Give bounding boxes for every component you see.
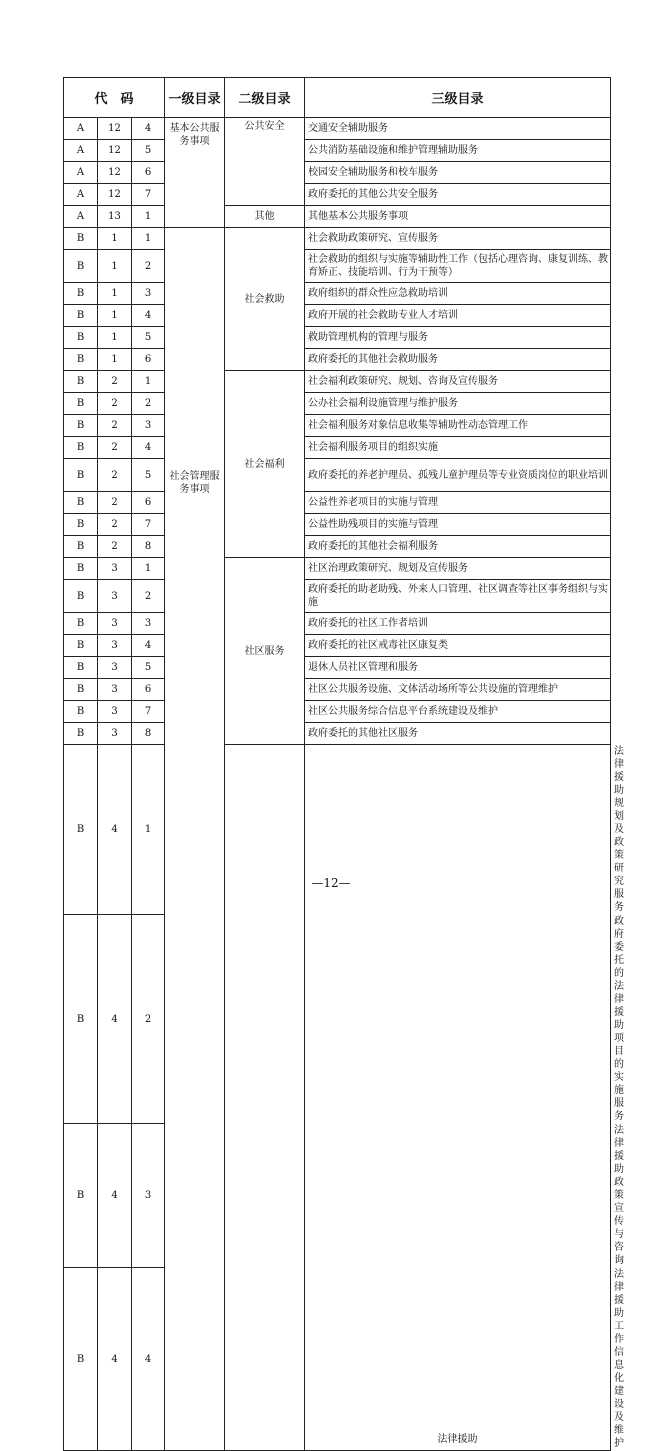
level3-item: 公共消防基础设施和维护管理辅助服务: [305, 140, 611, 162]
code-b: 1: [98, 228, 132, 250]
code-b: 2: [98, 415, 132, 437]
code-b: 12: [98, 162, 132, 184]
code-c: 4: [132, 635, 165, 657]
code-a: B: [64, 459, 98, 492]
level3-item: 公办社会福利设施管理与维护服务: [305, 393, 611, 415]
code-b: 2: [98, 393, 132, 415]
table-row: [64, 580, 611, 613]
table-row: [64, 701, 611, 723]
code-b: 3: [98, 723, 132, 745]
level3-item: 政府委托的社区戒毒社区康复类: [305, 635, 611, 657]
header-code: 代 码: [64, 78, 165, 118]
table-row: [64, 327, 611, 349]
level2-other: 其他: [225, 206, 305, 228]
table-row: [64, 459, 611, 492]
code-c: 5: [132, 459, 165, 492]
code-c: 2: [132, 393, 165, 415]
table-row: [64, 536, 611, 558]
level3-item: 政府委托的其他社会福利服务: [305, 536, 611, 558]
header-level2: 二级目录: [225, 78, 305, 118]
code-c: 3: [132, 415, 165, 437]
code-c: 7: [132, 701, 165, 723]
level2-public-safety: 公共安全: [225, 118, 305, 206]
code-b: 2: [98, 371, 132, 393]
code-b: 2: [98, 459, 132, 492]
code-b: 12: [98, 184, 132, 206]
code-b: 1: [98, 327, 132, 349]
table-row: [64, 635, 611, 657]
code-c: 6: [132, 349, 165, 371]
code-a: B: [64, 745, 98, 915]
code-a: B: [64, 613, 98, 635]
table-row: B 4 4 法律援助工作信息化建设及维护: [64, 1268, 611, 1451]
code-a: A: [64, 184, 98, 206]
code-c: 4: [132, 118, 165, 140]
level2-welfare: 社会福利: [225, 371, 305, 558]
code-b: 1: [98, 349, 132, 371]
code-a: B: [64, 1124, 98, 1268]
code-b: 4: [98, 915, 132, 1124]
level3-item: 交通安全辅助服务: [305, 118, 611, 140]
level3-item: 社区治理政策研究、规划及宣传服务: [305, 558, 611, 580]
code-a: B: [64, 228, 98, 250]
code-c: 2: [132, 580, 165, 613]
page-number: —12—: [311, 876, 351, 890]
code-b: 1: [98, 283, 132, 305]
code-a: B: [64, 437, 98, 459]
code-c: 5: [132, 140, 165, 162]
code-a: B: [64, 657, 98, 679]
table-row: [64, 613, 611, 635]
level3-item: 社会救助政策研究、宣传服务: [305, 228, 611, 250]
level3-item: 社会福利政策研究、规划、咨询及宣传服务: [305, 371, 611, 393]
level3-item: 社会福利服务项目的组织实施: [305, 437, 611, 459]
code-a: B: [64, 635, 98, 657]
code-b: 3: [98, 580, 132, 613]
table-row: [64, 305, 611, 327]
code-a: A: [64, 162, 98, 184]
level3-item: 其他基本公共服务事项: [305, 206, 611, 228]
level3-item: 社区公共服务设施、文体活动场所等公共设施的管理维护: [305, 679, 611, 701]
code-a: A: [64, 140, 98, 162]
level3-item: 政府委托的助老助残、外来人口管理、社区调查等社区事务组织与实施: [305, 580, 611, 613]
level3-item: 救助管理机构的管理与服务: [305, 327, 611, 349]
level3-item: 公益性助残项目的实施与管理: [305, 514, 611, 536]
table-row: [64, 371, 611, 393]
table-row: [64, 558, 611, 580]
code-b: 1: [98, 305, 132, 327]
code-c: 7: [132, 184, 165, 206]
code-a: B: [64, 514, 98, 536]
code-c: 3: [132, 613, 165, 635]
level3-item: 社会救助的组织与实施等辅助性工作（包括心理咨询、康复训练、教育矫正、技能培训、行为干预等）: [305, 250, 611, 283]
level1-social: [165, 228, 225, 1451]
code-c: 1: [132, 206, 165, 228]
table-row: [64, 184, 611, 206]
level3-item: 退休人员社区管理和服务: [305, 657, 611, 679]
code-a: B: [64, 327, 98, 349]
header-row: [64, 78, 611, 118]
level1-basic: 基本公共服务事项: [165, 118, 225, 228]
table-row: [64, 657, 611, 679]
code-b: 4: [98, 1268, 132, 1451]
table-row: [64, 415, 611, 437]
code-c: 3: [132, 1124, 165, 1268]
code-b: 13: [98, 206, 132, 228]
code-b: 1: [98, 250, 132, 283]
code-a: B: [64, 250, 98, 283]
code-c: 1: [132, 745, 165, 915]
code-b: 2: [98, 514, 132, 536]
code-a: B: [64, 305, 98, 327]
code-a: B: [64, 580, 98, 613]
code-a: B: [64, 283, 98, 305]
level3-item: 政府委托的养老护理员、孤残儿童护理员等专业资质岗位的职业培训: [305, 459, 611, 492]
table-row: [64, 283, 611, 305]
code-c: 5: [132, 657, 165, 679]
code-b: 2: [98, 492, 132, 514]
table-row: [64, 437, 611, 459]
code-a: B: [64, 536, 98, 558]
level3-item: 政府委托的其他公共安全服务: [305, 184, 611, 206]
code-b: 12: [98, 118, 132, 140]
level3-item: 政府开展的社会救助专业人才培训: [305, 305, 611, 327]
code-c: 6: [132, 162, 165, 184]
code-a: B: [64, 701, 98, 723]
code-c: 8: [132, 536, 165, 558]
code-c: 6: [132, 492, 165, 514]
level3-item: 政府委托的其他社区服务: [305, 723, 611, 745]
level2-community: 社区服务: [225, 558, 305, 745]
code-b: 4: [98, 745, 132, 915]
level2-legal: 法律援助: [305, 745, 611, 1451]
code-b: 3: [98, 635, 132, 657]
code-c: 1: [132, 228, 165, 250]
code-c: 2: [132, 915, 165, 1124]
code-a: B: [64, 558, 98, 580]
code-b: 3: [98, 613, 132, 635]
code-a: B: [64, 415, 98, 437]
level3-item: 政府委托的其他社会救助服务: [305, 349, 611, 371]
table-row: [64, 349, 611, 371]
level3-item: 政府组织的群众性应急救助培训: [305, 283, 611, 305]
table-row: B 4 3 法律援助政策宣传与咨询: [64, 1124, 611, 1268]
level1-social-label: 社会管理服务事项: [169, 471, 220, 495]
code-b: 3: [98, 657, 132, 679]
code-c: 1: [132, 371, 165, 393]
table-row: B 4 2 政府委托的法律援助项目的实施服务: [64, 915, 611, 1124]
code-c: 4: [132, 305, 165, 327]
table-row: B 4 1 法律援助 法律援助规划及政策研究服务: [64, 745, 611, 915]
table-row: [64, 228, 611, 250]
catalog-table: [63, 77, 625, 1451]
code-c: 4: [132, 437, 165, 459]
code-c: 6: [132, 679, 165, 701]
code-c: 3: [132, 283, 165, 305]
code-a: B: [64, 492, 98, 514]
code-b: 2: [98, 437, 132, 459]
code-b: 3: [98, 679, 132, 701]
table-row: [64, 140, 611, 162]
code-b: 2: [98, 536, 132, 558]
code-c: 5: [132, 327, 165, 349]
code-a: B: [64, 393, 98, 415]
code-a: B: [64, 349, 98, 371]
header-level3: 三级目录: [305, 78, 611, 118]
table-row: [64, 118, 611, 140]
code-c: 2: [132, 250, 165, 283]
code-b: 4: [98, 1124, 132, 1268]
code-b: 3: [98, 701, 132, 723]
table-row: [64, 206, 611, 228]
level3-item: 社会福利服务对象信息收集等辅助性动态管理工作: [305, 415, 611, 437]
table-row: [64, 723, 611, 745]
code-a: B: [64, 915, 98, 1124]
code-b: 3: [98, 558, 132, 580]
table-row: [64, 514, 611, 536]
table-row: [64, 250, 611, 283]
code-b: 12: [98, 140, 132, 162]
table-row: [64, 393, 611, 415]
level1-social-continued: [225, 745, 305, 1451]
level3-item: 社区公共服务综合信息平台系统建设及维护: [305, 701, 611, 723]
level3-item: 校园安全辅助服务和校车服务: [305, 162, 611, 184]
code-c: 7: [132, 514, 165, 536]
code-a: A: [64, 118, 98, 140]
code-c: 8: [132, 723, 165, 745]
code-c: 1: [132, 558, 165, 580]
code-a: A: [64, 206, 98, 228]
code-a: B: [64, 371, 98, 393]
code-a: B: [64, 1268, 98, 1451]
code-a: B: [64, 723, 98, 745]
level3-item: 政府委托的社区工作者培训: [305, 613, 611, 635]
code-a: B: [64, 679, 98, 701]
code-c: 4: [132, 1268, 165, 1451]
level3-item: 公益性养老项目的实施与管理: [305, 492, 611, 514]
table-row: [64, 162, 611, 184]
level2-relief: 社会救助: [225, 228, 305, 371]
table-row: [64, 492, 611, 514]
header-level1: 一级目录: [165, 78, 225, 118]
table-row: [64, 679, 611, 701]
